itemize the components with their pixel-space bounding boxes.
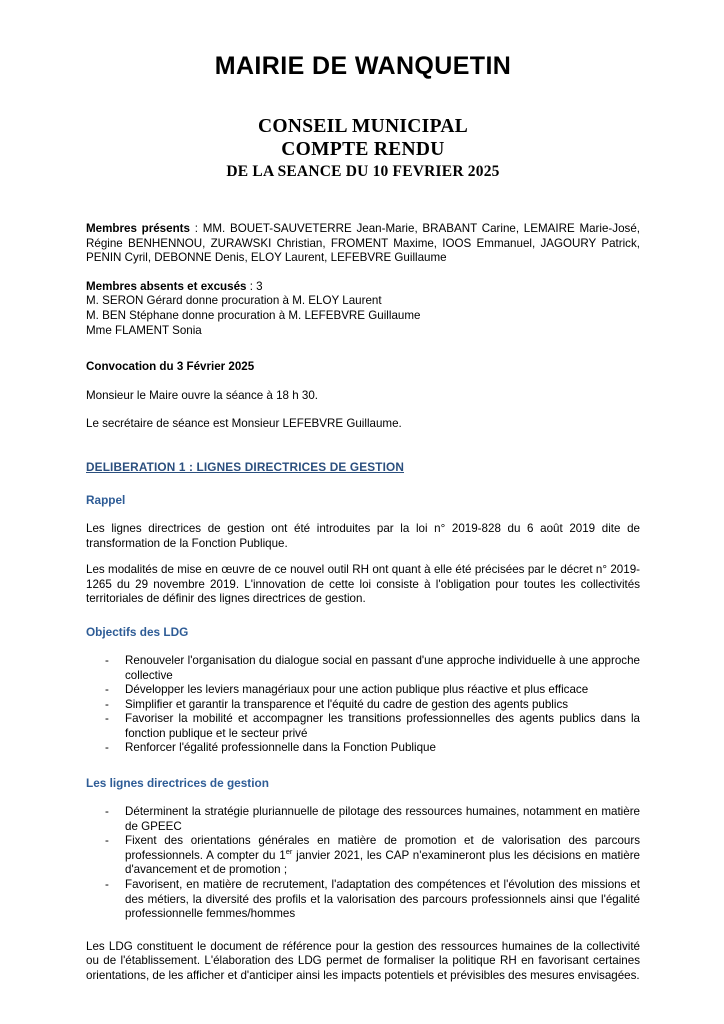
subtitle-compte-rendu: COMPTE RENDU <box>281 139 445 160</box>
list-item <box>86 834 640 878</box>
members-absent-line <box>86 280 640 295</box>
conclusion-paragraph: Les LDG constituent le document de référence pour la gestion des ressources humaines de la collectivité ou de l'établissement. L'élaboration des LDG permet de formaliser la politique RH en favorisant certaines orientations, de les afficher et d'anticiper ainsi les impacts potentiels et prévisibles des mesures envisagées. <box>86 939 640 982</box>
page-title: MAIRIE DE WANQUETIN <box>214 52 512 80</box>
list-item: - Renouveler l'organisation du dialogue social en passant d'une approche individuelle à une approche collective <box>86 654 640 683</box>
session-opening-line: Monsieur le Maire ouvre la séance à 18 h 30. <box>86 388 319 402</box>
list-item: - Renforcer l'égalité professionnelle dans la Fonction Publique <box>86 741 640 756</box>
spacer <box>86 338 640 360</box>
members-present-line <box>86 222 640 266</box>
proxy-line-seron: M. SERON Gérard donne procuration à M. ELOY Laurent <box>86 294 382 308</box>
rappel-paragraph-2: Les modalités de mise en œuvre de ce nouvel outil RH ont quant à elle été précisées par le décret n° 2019-1265 du 29 novembre 2019. L'innovation de cette loi consiste à l'obligation pour toutes les collectivités territoriales de définir des lignes directrices de gestion. <box>86 563 640 606</box>
members-absent-separator: : <box>246 279 257 293</box>
spacer <box>86 266 640 280</box>
rappel-heading: Rappel <box>86 492 126 507</box>
session-secretary-line: Le secrétaire de séance est Monsieur LEFEBVRE Guillaume. <box>86 417 402 431</box>
spacer <box>86 432 640 460</box>
spacer <box>86 756 640 776</box>
spacer <box>86 922 640 940</box>
objectifs-ldg-heading: Objectifs des LDG <box>86 624 189 639</box>
spacer <box>86 375 640 389</box>
rappel-paragraph-1: Les lignes directrices de gestion ont été introduites par la loi n° 2019-828 du 6 août 2019 dite de transformation de la Fonction Publique. <box>86 521 640 550</box>
spacer <box>86 475 640 493</box>
deliberation-1-heading: DELIBERATION 1 : LIGNES DIRECTRICES DE GESTION <box>86 459 405 474</box>
spacer <box>86 403 640 417</box>
list-item-text-part1: Fixent des orientations générales en matière de promotion et de valorisation des parcours professionnels. A compter du 1 <box>125 834 640 862</box>
attendance-section <box>86 222 640 338</box>
members-present-separator: : <box>189 222 203 235</box>
list-item: - Développer les leviers managériaux pour une action publique plus réactive et plus efficace <box>86 683 640 698</box>
absent-line-flament: Mme FLAMENT Sonia <box>86 323 202 337</box>
members-present-label: Membres présents <box>86 222 190 235</box>
subtitle-seance-date: DE LA SEANCE DU 10 FEVRIER 2025 <box>226 163 500 180</box>
list-item: - Simplifier et garantir la transparence et l'équité du cadre de gestion des agents publics <box>86 698 640 713</box>
spacer <box>86 791 640 805</box>
subtitle-conseil-municipal: CONSEIL MUNICIPAL <box>257 116 469 137</box>
list-item: - Favorisent, en matière de recrutement, l'adaptation des compétences et l'évolution des missions et des métiers, la diversité des profils et la valorisation des parcours professionnels ainsi que l'égalité professionnelle femmes/hommes <box>86 878 640 922</box>
document-subtitle-block <box>86 115 640 182</box>
lignes-directrices-heading: Les lignes directrices de gestion <box>86 776 269 791</box>
proxy-line-ben: M. BEN Stéphane donne procuration à M. LEFEBVRE Guillaume <box>86 308 421 322</box>
objectifs-ldg-list <box>86 654 640 756</box>
lignes-directrices-list <box>86 805 640 922</box>
list-item: - Déterminent la stratégie pluriannuelle de pilotage des ressources humaines, notamment en matière de GPEEC <box>86 805 640 834</box>
members-present-names: MM. BOUET-SAUVETERRE Jean-Marie, BRABANT Carine, LEMAIRE Marie-José, Régine BENHENNOU, ZURAWSKI Christian, FROMENT Maxime, IOOS Emmanuel, JAGOURY Patrick, PENIN Cyril, DEBONNE Denis, ELOY Laurent, LEFEBVRE Guillaume <box>86 222 641 265</box>
members-absent-label: Membres absents et excusés <box>86 279 247 293</box>
list-item: - Favoriser la mobilité et accompagner les transitions professionnelles des agents publics dans la fonction publique et le secteur privé <box>86 712 640 741</box>
list-item-text-part2: janvier 2021, les CAP n'examineront plus les décisions en matière d'avancement et de promotion ; <box>125 848 641 877</box>
members-absent-count: 3 <box>256 279 263 293</box>
ordinal-superscript: er <box>285 846 293 856</box>
spacer <box>86 508 640 522</box>
convocation-line: Convocation du 3 Février 2025 <box>86 360 255 374</box>
spacer <box>86 640 640 654</box>
